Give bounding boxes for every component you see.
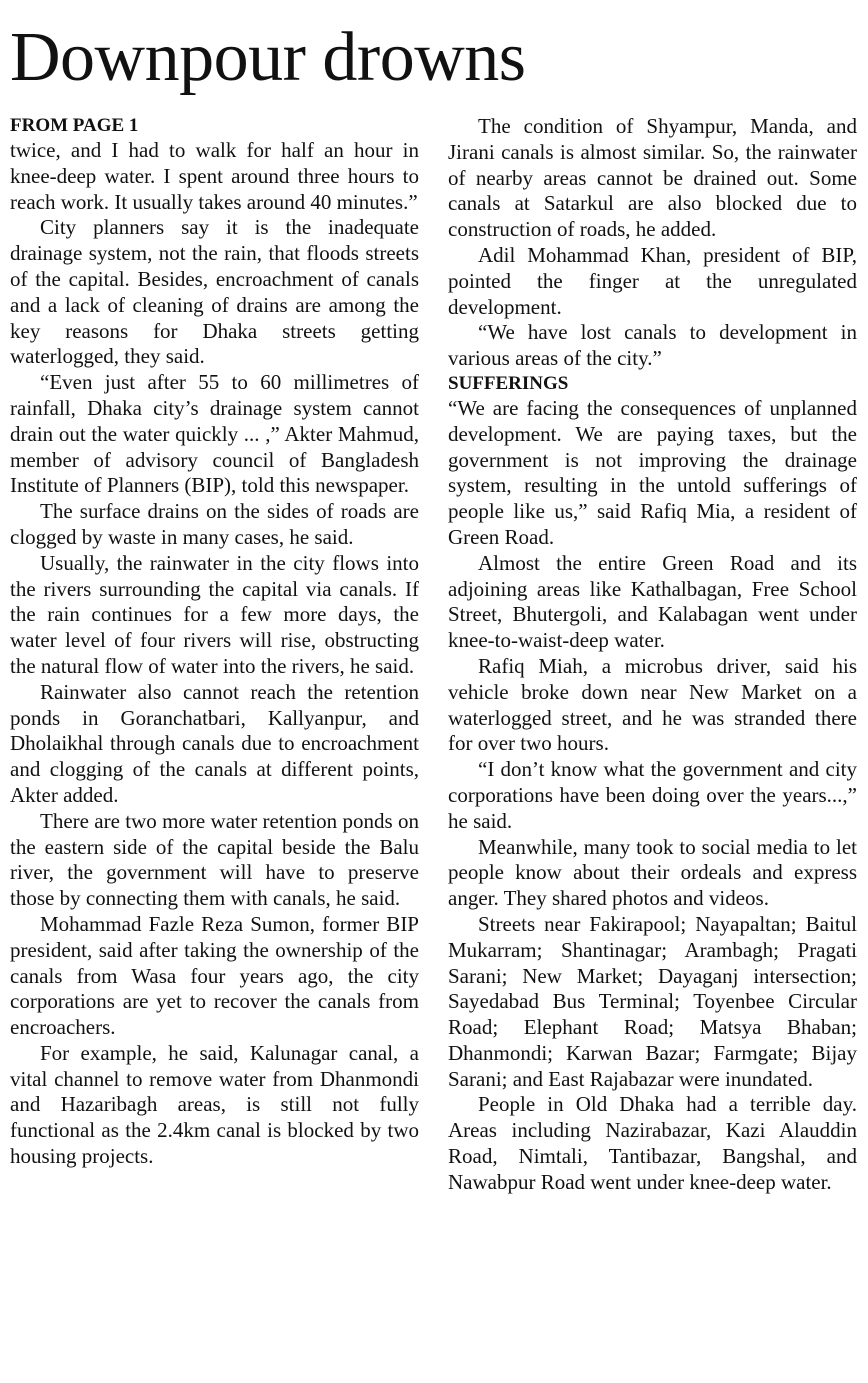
jump-label: FROM PAGE 1 bbox=[10, 115, 139, 136]
paragraph: Streets near Fakirapool; Nayapaltan; Baitul Mukarram; Shantinagar; Arambagh; Pragati Sarani; New Market; Dayaganj intersection; Sayedabad Bus Terminal; Toyenbee Circular Road; Elephant Road; Matsya Bhaban; Dhanmondi; Karwan Bazar; Farmgate; Bijay Sarani; and East Rajabazar were inundated. bbox=[448, 911, 857, 1091]
paragraph: “Even just after 55 to 60 millimetres of rainfall, Dhaka city’s drainage system cannot drain out the water quickly ... ,” Akter Mahmud, member of advisory council of Bangladesh Institute of Planners (BIP), told this newspaper. bbox=[10, 370, 419, 498]
paragraph: “We are facing the consequences of unplanned development. We are paying taxes, but the government is not improving the drainage system, resulting in the untold sufferings of people like us,” said Rafiq Mia, a resident of Green Road. bbox=[448, 395, 857, 549]
paragraph: Usually, the rainwater in the city flows into the rivers surrounding the capital via canals. If the rain continues for a few more days, the water level of four rivers will rise, obstructing the natural flow of water into the rivers, he said. bbox=[10, 550, 419, 678]
paragraph: Adil Mohammad Khan, president of BIP, pointed the finger at the unregulated development. bbox=[448, 242, 857, 319]
left-column bbox=[10, 114, 419, 1170]
subhead: SUFFERINGS bbox=[448, 372, 569, 394]
paragraph: “We have lost canals to development in various areas of the city.” bbox=[448, 320, 857, 371]
headline: Downpour drowns bbox=[10, 19, 526, 96]
right-column bbox=[448, 114, 857, 1196]
paragraph: There are two more water retention ponds on the eastern side of the capital beside the Balu river, the government will have to preserve those by connecting them with canals, he said. bbox=[10, 808, 419, 911]
paragraph: City planners say it is the inadequate drainage system, not the rain, that floods streets of the capital. Besides, encroachment of canals and a lack of cleaning of drains are among the key reasons for Dhaka streets getting waterlogged, they said. bbox=[10, 215, 419, 369]
paragraph: Rainwater also cannot reach the retention ponds in Goranchatbari, Kallyanpur, and Dholaikhal through canals due to encroachment and clogging of the canals at different points, Akter added. bbox=[10, 679, 419, 807]
paragraph: People in Old Dhaka had a terrible day. Areas including Nazirabazar, Kazi Alauddin Road, Nimtali, Tantibazar, Bangshal, and Nawabpur Road went under knee-deep water. bbox=[448, 1092, 857, 1194]
paragraph: For example, he said, Kalunagar canal, a vital channel to remove water from Dhanmondi and Hazaribagh areas, is still not fully functional as the 2.4km canal is blocked by two housing projects. bbox=[10, 1040, 419, 1169]
paragraph: Mohammad Fazle Reza Sumon, former BIP president, said after taking the ownership of the canals from Wasa four years ago, the city corporations are yet to recover the canals from encroachers. bbox=[10, 911, 419, 1040]
paragraph: The condition of Shyampur, Manda, and Jirani canals is almost similar. So, the rainwater of nearby areas cannot be drained out. Some canals at Satarkul are also blocked due to construction of roads, he added. bbox=[448, 114, 857, 242]
paragraph: Rafiq Miah, a microbus driver, said his vehicle broke down near New Market on a waterlogged street, and he was stranded there for over two hours. bbox=[448, 653, 857, 756]
paragraph: twice, and I had to walk for half an hour in knee-deep water. I spent around three hours to reach work. It usually takes around 40 minutes.” bbox=[10, 138, 419, 214]
paragraph: “I don’t know what the government and city corporations have been doing over the years...,” he said. bbox=[448, 757, 857, 833]
paragraph: Almost the entire Green Road and its adjoining areas like Kathalbagan, Free School Street, Bhutergoli, and Kalabagan went under knee-to-waist-deep water. bbox=[448, 550, 857, 653]
paragraph: The surface drains on the sides of roads are clogged by waste in many cases, he said. bbox=[10, 499, 419, 549]
paragraph: Meanwhile, many took to social media to let people know about their ordeals and express anger. They shared photos and videos. bbox=[448, 834, 857, 911]
